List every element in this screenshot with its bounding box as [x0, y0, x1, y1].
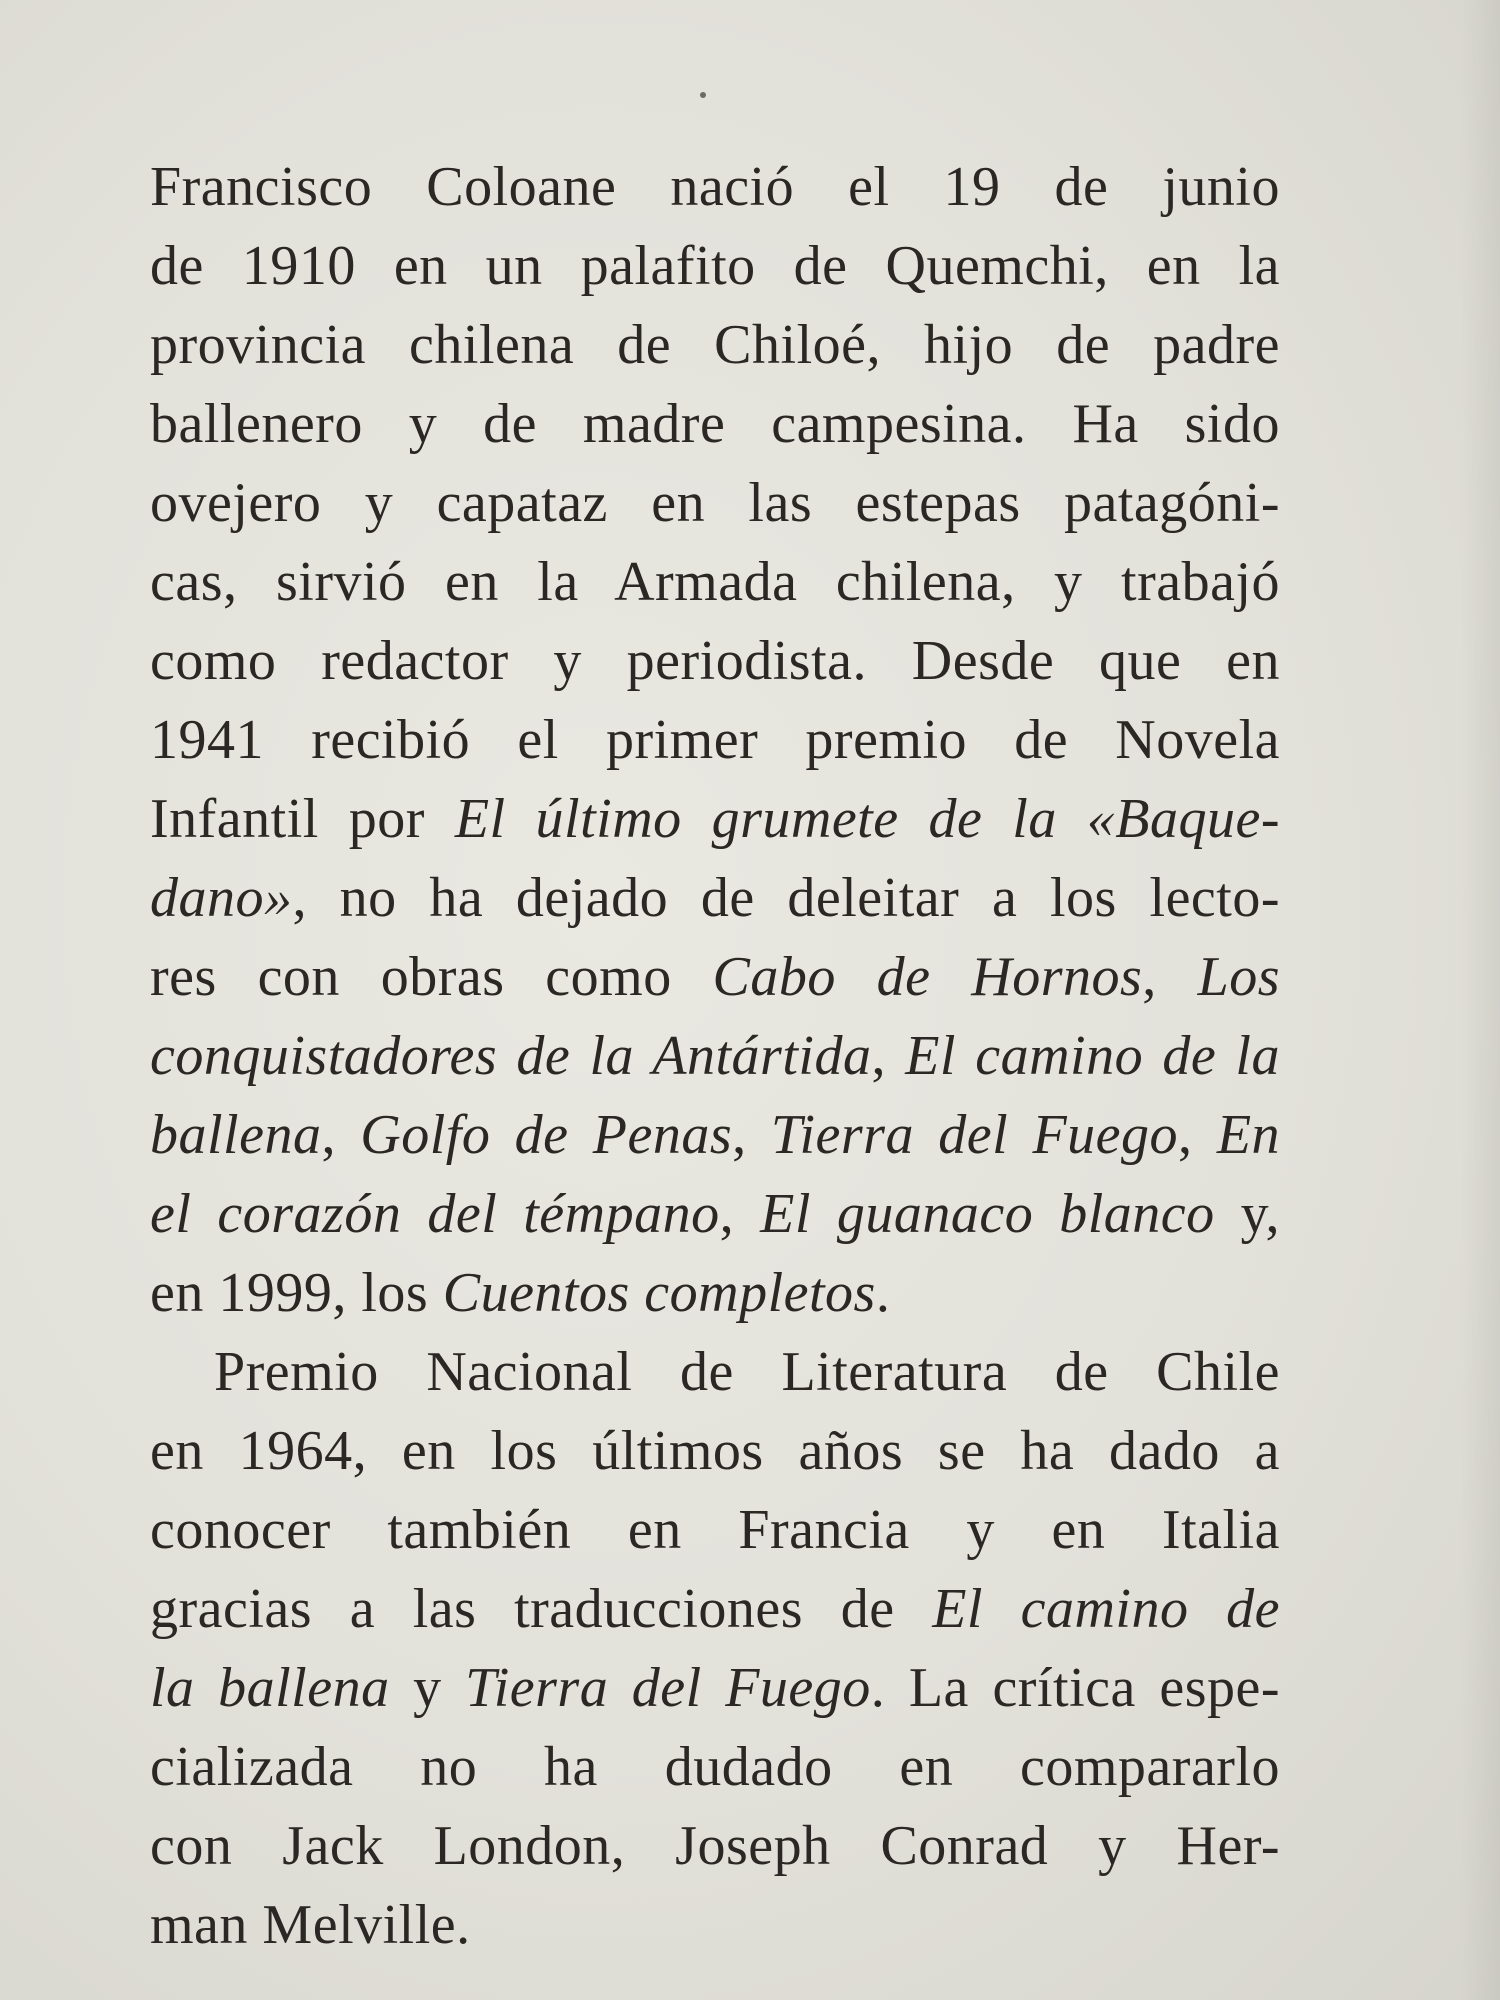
book-title: el corazón del témpano	[150, 1183, 720, 1245]
text-run: y,	[1214, 1183, 1280, 1245]
text-run: en 1999, los	[150, 1262, 443, 1324]
book-title: la ballena	[150, 1657, 390, 1719]
text-run: ,	[719, 1183, 761, 1245]
text-run: ,	[1142, 946, 1198, 1008]
book-title: El último grumete de la «Baque-	[454, 788, 1280, 850]
text-line: 1941 recibió el primer premio de Novela	[150, 709, 1280, 771]
text-run: Infantil por	[150, 788, 455, 850]
text-run: ,	[321, 1104, 361, 1166]
text-line	[150, 1096, 1280, 1175]
text-line	[150, 859, 1280, 938]
text-line: de 1910 en un palafito de Quemchi, en la	[150, 235, 1280, 297]
book-title: El guanaco blanco	[760, 1183, 1215, 1245]
text-line: cas, sirvió en la Armada chilena, y trabajó	[150, 551, 1280, 613]
text-line: ovejero y capataz en las estepas patagóni-	[150, 472, 1280, 534]
text-run: gracias a las traducciones de	[150, 1578, 933, 1640]
text-line: conocer también en Francia y en Italia	[150, 1499, 1280, 1561]
text-run: , no ha dejado de deleitar a los lecto-	[292, 867, 1280, 929]
text-run: . La crítica espe-	[870, 1657, 1281, 1719]
text-line	[150, 1017, 1280, 1096]
text-run: .	[875, 1262, 891, 1324]
book-title: El camino de	[932, 1578, 1280, 1640]
book-title: Tierra del Fuego	[465, 1657, 871, 1719]
text-run: ,	[732, 1104, 771, 1166]
text-run: y	[389, 1657, 466, 1719]
page-edge-shadow	[1460, 0, 1500, 2000]
text-run: ,	[871, 1025, 906, 1087]
text-line: Francisco Coloane nació el 19 de junio	[150, 156, 1280, 218]
text-line	[150, 1254, 1280, 1333]
text-line: en 1964, en los últimos años se ha dado a	[150, 1420, 1280, 1482]
text-line: provincia chilena de Chiloé, hijo de padre	[150, 314, 1280, 376]
text-line: con Jack London, Joseph Conrad y Her-	[150, 1815, 1280, 1877]
text-line	[150, 780, 1280, 859]
text-run: ,	[1178, 1104, 1217, 1166]
text-line: ballenero y de madre campesina. Ha sido	[150, 393, 1280, 455]
text-line: man Melville.	[150, 1894, 471, 1956]
text-line	[150, 1649, 1280, 1728]
book-title: En	[1216, 1104, 1281, 1166]
text-line: como redactor y periodista. Desde que en	[150, 630, 1280, 692]
bio-paragraph-2	[150, 1333, 1280, 1965]
book-title: ballena	[150, 1104, 322, 1166]
bio-paragraph-1	[150, 148, 1280, 1333]
text-run: res con obras como	[150, 946, 713, 1008]
text-line	[150, 1570, 1280, 1649]
book-title: Tierra del Fuego	[770, 1104, 1179, 1166]
author-bio	[150, 148, 1280, 1965]
book-title: dano»	[150, 867, 293, 929]
book-title: El camino de la	[905, 1025, 1280, 1087]
book-title: Cuentos completos	[442, 1262, 876, 1324]
book-title: Cabo de Hornos	[712, 946, 1143, 1008]
text-line	[150, 938, 1280, 1017]
text-line: Premio Nacional de Literatura de Chile	[214, 1341, 1280, 1403]
book-title: Golfo de Penas	[360, 1104, 733, 1166]
book-title: Los	[1197, 946, 1280, 1008]
text-line	[150, 1175, 1280, 1254]
book-title: conquistadores de la Antártida	[150, 1025, 872, 1087]
text-line: cializada no ha dudado en compararlo	[150, 1736, 1280, 1798]
paper-speck	[700, 92, 706, 98]
